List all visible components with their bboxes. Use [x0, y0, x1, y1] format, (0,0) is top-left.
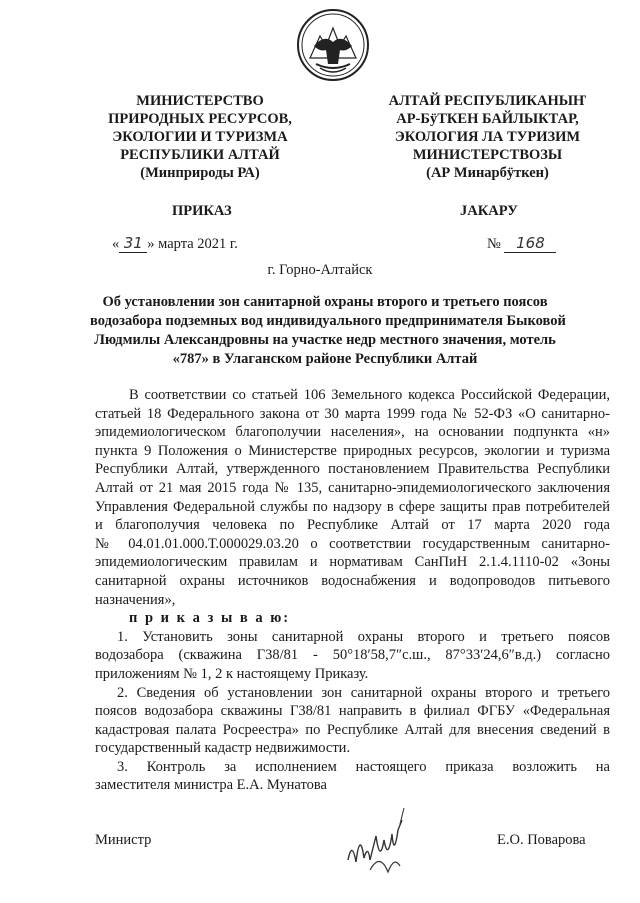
item-line: 1. Установить зоны санитарной охраны второго и третьего поясов — [117, 628, 610, 645]
preamble-line: эпидемиологическом благополучии населения», на основании подпункта «н» — [95, 424, 610, 441]
header-line: ЭКОЛОГИЯ ЛА ТУРИЗИМ — [394, 129, 581, 145]
header-line: ПРИРОДНЫХ РЕСУРСОВ, — [108, 111, 292, 127]
handwritten-number: 168 — [504, 234, 556, 253]
number-label: № — [487, 236, 501, 252]
preamble-line: Управления Федеральной службы по надзору в сфере защиты прав потребителей — [95, 498, 610, 515]
date-rest: » марта 2021 г. — [147, 236, 238, 252]
preamble-line: Алтай от 21 мая 2015 года № 135, санитарно-эпидемиологического заключения — [95, 479, 610, 496]
title-line: Людмилы Александровны на участке недр местного значения, мотель — [94, 332, 556, 348]
header-line: МИНИСТЕРСТВОЗЫ — [412, 147, 563, 163]
handwritten-signature — [330, 800, 430, 880]
item-line: водозабора (скважина Г38/81 - 50°18′58,7″с.ш., 87°33′24,6″в.д.) согласно — [95, 647, 610, 664]
header-short-name: (АР Минарбÿткен) — [426, 165, 549, 181]
order-number — [487, 234, 556, 253]
item-line: поясов водозабора скважины Г38/81 направить в филиал ФГБУ «Федеральная — [95, 703, 610, 720]
header-line: АР-БÿТКЕН БАЙЛЫКТАР, — [396, 111, 579, 127]
preamble-line: эпидемиологическим правилам и нормативам СанПиН 2.1.4.1110-02 «Зоны — [95, 554, 610, 571]
date-open-quote: « — [112, 236, 120, 252]
document-title — [90, 293, 566, 369]
preamble-line: назначения», — [95, 591, 176, 608]
handwritten-day: 31 — [119, 234, 147, 253]
item-line: государственный кадастр недвижимости. — [95, 740, 351, 757]
ministry-header-russian — [80, 92, 320, 182]
title-line: водозабора подземных вод индивидуального предпринимателя Быковой — [90, 313, 566, 329]
title-line: «787» в Улаганском районе Республики Алтай — [172, 351, 478, 367]
header-line: МИНИСТЕРСТВО — [136, 93, 264, 109]
preamble-line: пункта 9 Положения о Министерстве природных ресурсов, экологии и туризма — [95, 442, 610, 459]
preamble-line: и благополучия человека по Республике Алтай от 17 марта 2020 года — [95, 517, 610, 534]
city-line: г. Горно-Алтайск — [267, 262, 373, 278]
preamble-line: санитарной охраны источников водоснабжения и водопроводов питьевого — [95, 572, 610, 589]
signatory-name: Е.О. Поварова — [497, 832, 586, 848]
order-title-altai: JАКАРУ — [460, 203, 518, 219]
item-line: заместителя министра Е.А. Мунатова — [95, 777, 327, 794]
header-short-name: (Минприроды РА) — [140, 165, 260, 181]
item-line: кадастровая палата Росреестра» по Республике Алтай для внесения сведений в — [95, 721, 610, 738]
order-title-russian: ПРИКАЗ — [172, 203, 232, 219]
order-word: п р и к а з ы в а ю: — [129, 610, 291, 627]
preamble-line: № 04.01.01.000.Т.000029.03.20 о соответствии государственным санитарно- — [95, 535, 610, 552]
item-line: приложениям № 1, 2 к настоящему Приказу. — [95, 665, 369, 682]
signatory-role: Министр — [95, 832, 152, 848]
preamble-line: статьей 18 Федерального закона от 30 марта 1999 года № 52-ФЗ «О санитарно- — [95, 405, 610, 422]
ministry-header-altai — [365, 92, 610, 182]
header-line: РЕСПУБЛИКИ АЛТАЙ — [120, 147, 280, 163]
preamble-line: Республики Алтай, утвержденного постановлением Правительства Республики — [95, 461, 610, 478]
header-line: АЛТАЙ РЕСПУБЛИКАНЫҤ — [388, 93, 587, 109]
order-date — [112, 234, 238, 253]
header-line: ЭКОЛОГИИ И ТУРИЗМА — [112, 129, 288, 145]
item-line: 3. Контроль за исполнением настоящего приказа возложить на — [117, 758, 610, 775]
item-line: 2. Сведения об установлении зон санитарной охраны второго и третьего — [117, 684, 610, 701]
coat-of-arms-emblem — [296, 6, 370, 84]
document-body — [95, 386, 610, 795]
preamble-line: В соответствии со статьей 106 Земельного кодекса Российской Федерации, — [129, 387, 610, 403]
title-line: Об установлении зон санитарной охраны второго и третьего поясов — [102, 294, 548, 310]
